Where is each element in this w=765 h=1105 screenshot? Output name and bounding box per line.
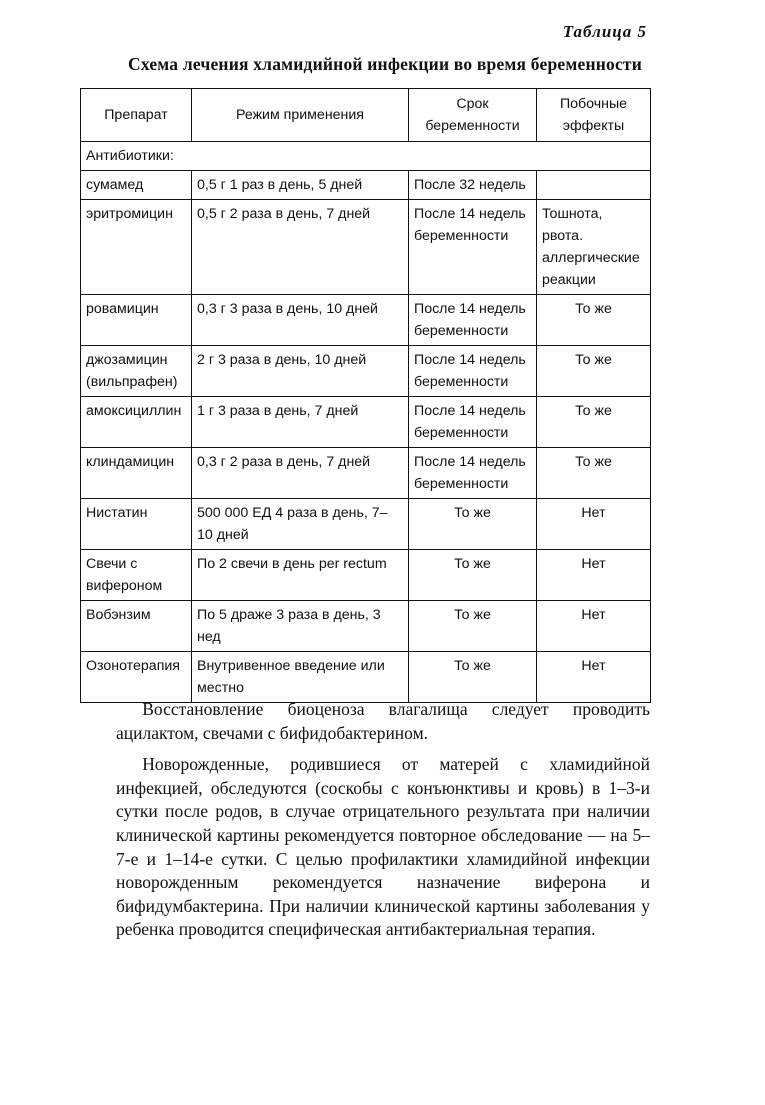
term-cell: После 14 недель беременности xyxy=(409,397,537,448)
paragraph: Восстановление биоценоза влагалища следует проводить ацилактом, свечами с бифидобактерином. xyxy=(116,699,650,743)
column-header: Препарат xyxy=(81,89,192,142)
term-cell: То же xyxy=(409,499,537,550)
term-cell: После 14 недель беременности xyxy=(409,346,537,397)
drug-cell: эритромицин xyxy=(81,200,192,295)
table-row xyxy=(81,200,651,295)
table-title: Схема лечения хламидийной инфекции во время беременности xyxy=(127,54,643,74)
table-row xyxy=(81,601,651,652)
side-effects-cell: То же xyxy=(537,295,651,346)
drug-cell: клиндамицин xyxy=(81,448,192,499)
side-effects-cell: Нет xyxy=(537,499,651,550)
regimen-cell: 500 000 ЕД 4 раза в день, 7–10 дней xyxy=(192,499,409,550)
group-label: Антибиотики: xyxy=(81,142,651,171)
side-effects-cell: Нет xyxy=(537,601,651,652)
table-row xyxy=(81,346,651,397)
side-effects-cell: Нет xyxy=(537,652,651,703)
regimen-cell: 2 г 3 раза в день, 10 дней xyxy=(192,346,409,397)
table-row xyxy=(81,550,651,601)
drug-cell: сумамед xyxy=(81,171,192,200)
drug-cell: Нистатин xyxy=(81,499,192,550)
term-cell: После 14 недель беременности xyxy=(409,200,537,295)
table-row xyxy=(81,652,651,703)
column-header: Режим применения xyxy=(192,89,409,142)
group-row xyxy=(81,142,651,171)
drug-cell: джозамицин (вильпрафен) xyxy=(81,346,192,397)
regimen-cell: 0,5 г 2 раза в день, 7 дней xyxy=(192,200,409,295)
table-body xyxy=(81,142,651,703)
table-row xyxy=(81,448,651,499)
term-cell: То же xyxy=(409,550,537,601)
table-number: Таблица 5 xyxy=(562,22,647,41)
body-text xyxy=(116,698,650,942)
side-effects-cell: То же xyxy=(537,397,651,448)
regimen-cell: 0,5 г 1 раз в день, 5 дней xyxy=(192,171,409,200)
term-cell: После 14 недель беременности xyxy=(409,295,537,346)
drug-cell: Вобэнзим xyxy=(81,601,192,652)
drug-cell: ровамицин xyxy=(81,295,192,346)
regimen-cell: Внутривенное введение или местно xyxy=(192,652,409,703)
term-cell: То же xyxy=(409,601,537,652)
regimen-cell: 0,3 г 2 раза в день, 7 дней xyxy=(192,448,409,499)
paragraph: Новорожденные, родившиеся от матерей с хламидийной инфекцией, обследуются (соскобы с конъюнктивы и кровь) в 1–3-и сутки после родов, в случае отрицательного результата при наличии клинической картины рекомендуется повторное обследование — на 5–7-е и 1–14-е сутки. С целью профилактики хламидийной инфекции новорожденным рекомендуется назначение виферона и бифидумбактерина. При наличии клинической картины заболевания у ребенка проводится специфическая антибактериальная терапия. xyxy=(116,754,650,940)
regimen-cell: 1 г 3 раза в день, 7 дней xyxy=(192,397,409,448)
side-effects-cell: Нет xyxy=(537,550,651,601)
table-header xyxy=(81,89,651,142)
side-effects-cell: То же xyxy=(537,448,651,499)
regimen-cell: По 2 свечи в день per rectum xyxy=(192,550,409,601)
table-row xyxy=(81,295,651,346)
term-cell: После 14 недель беременности xyxy=(409,448,537,499)
drug-cell: Свечи с вифероном xyxy=(81,550,192,601)
column-header: Срок беременности xyxy=(409,89,537,142)
treatment-table xyxy=(80,88,651,703)
column-header: Побочные эффекты xyxy=(537,89,651,142)
term-cell: После 32 недель xyxy=(409,171,537,200)
term-cell: То же xyxy=(409,652,537,703)
drug-cell: Озонотерапия xyxy=(81,652,192,703)
drug-cell: амоксициллин xyxy=(81,397,192,448)
side-effects-cell: То же xyxy=(537,346,651,397)
regimen-cell: 0,3 г 3 раза в день, 10 дней xyxy=(192,295,409,346)
regimen-cell: По 5 драже 3 раза в день, 3 нед xyxy=(192,601,409,652)
side-effects-cell xyxy=(537,171,651,200)
table-row xyxy=(81,397,651,448)
table-row xyxy=(81,499,651,550)
table-row xyxy=(81,171,651,200)
side-effects-cell: Тошнота, рвота. аллергические реакции xyxy=(537,200,651,295)
